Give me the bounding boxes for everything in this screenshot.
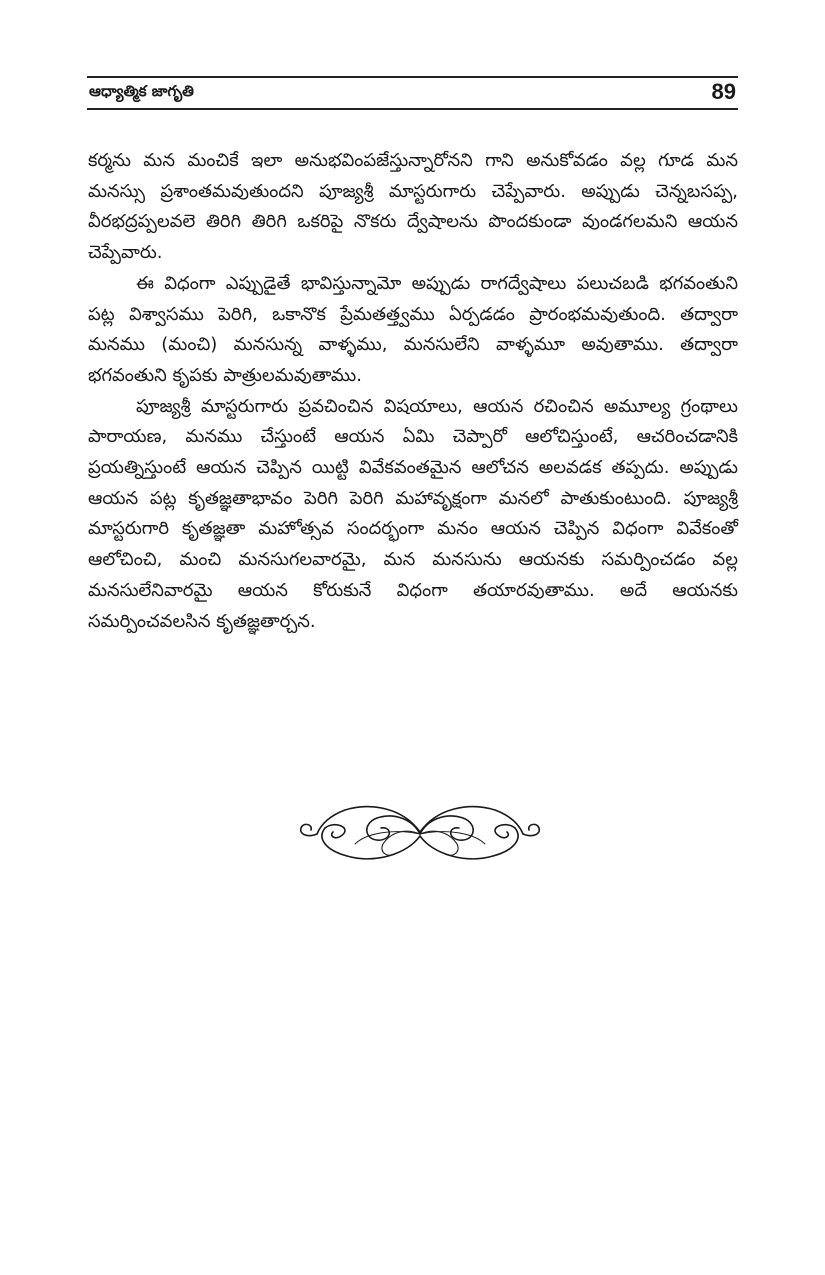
paragraph-3: పూజ్యశ్రీ మాస్టరుగారు ప్రవచించిన విషయాలు, ఆయన రచించిన అమూల్య గ్రంథాలు పారాయణ, మనము చేస్తుంటే ఆయన ఏమి చెప్పారో ఆలోచిస్తుంటే, ఆచరించడానికి ప్రయత్నిస్తుంటే ఆయన చెప్పిన యిట్టి వివేకవంతమైన ఆలోచన అలవడక తప్పదు. అప్పుడు ఆయన పట్ల కృతజ్ఞతాభావం పెరిగి పెరిగి మహావృక్షంగా మనలో పాతుకుంటుంది. పూజ్యశ్రీ మాస్టరుగారి కృతజ్ఞతా మహోత్సవ సందర్భంగా మనం ఆయన చెప్పిన విధంగా వివేకంతో ఆలోచించి, మంచి మనసుగలవారమై, మన మనసును ఆయనకు సమర్పించడం వల్ల మనసులేనివారమై ఆయన కోరుకునే విధంగా తయారవుతాము. అదే ఆయనకు సమర్పించవలసిన కృతజ్ఞతార్చన. bbox=[88, 395, 738, 632]
page-number: 89 bbox=[711, 79, 736, 104]
paragraph-2: ఈ విధంగా ఎప్పుడైతే భావిస్తున్నామో అప్పుడు రాగద్వేషాలు పలుచబడి భగవంతుని పట్ల విశ్వాసము పెరిగి, ఒకానొక ప్రేమతత్త్వము ఏర్పడడం ప్రారంభమవుతుంది. తద్వారా మనము (మంచి) మనసున్న వాళ్ళము, మనసులేని వాళ్ళమూ అవుతాము. తద్వారా భగవంతుని కృపకు పాత్రులమవుతాము. bbox=[88, 272, 738, 386]
flourish-ornament-icon bbox=[295, 798, 545, 870]
body-text bbox=[88, 146, 738, 637]
paragraph-1: కర్మను మన మంచికే ఇలా అనుభవింపజేస్తున్నారోనని గాని అనుకోవడం వల్ల గూడ మన మనస్సు ప్రశాంతమవుతుందని పూజ్యశ్రీ మాస్టరుగారు చెప్పేవారు. అప్పుడు చెన్నబసప్ప, వీరభద్రప్పలవలె తిరిగి తిరిగి ఒకరిపై నొకరు ద్వేషాలను పొందకుండా వుండగలమని ఆయన చెప్పేవారు. bbox=[88, 150, 738, 264]
running-header bbox=[87, 76, 738, 110]
book-title: ఆధ్యాత్మిక జాగృతి bbox=[89, 82, 194, 100]
